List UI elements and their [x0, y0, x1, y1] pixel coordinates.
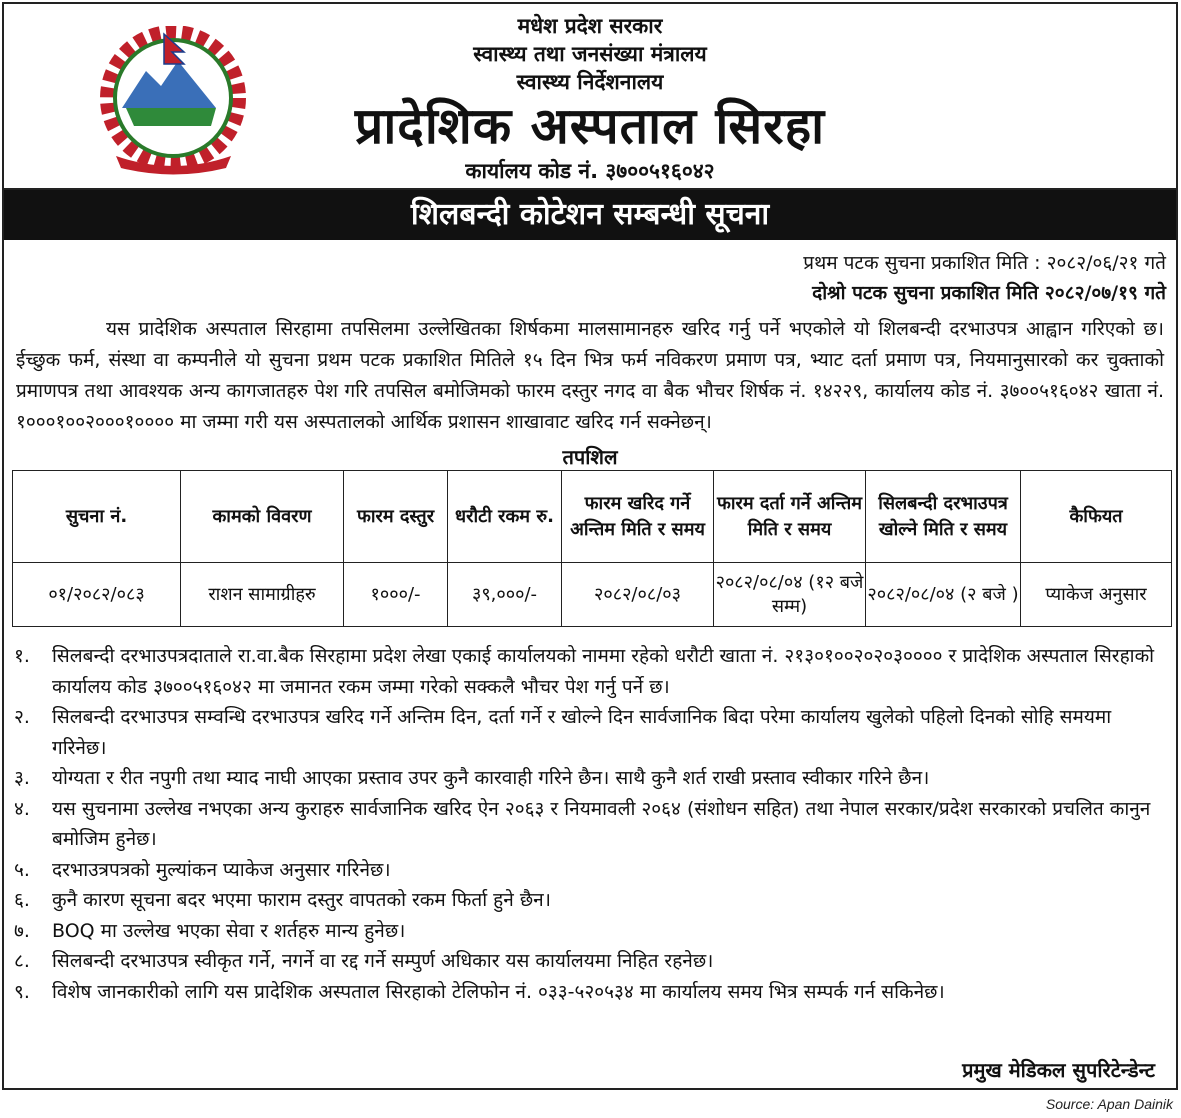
item-number: ८. [14, 950, 30, 972]
col-registration-deadline: फारम दर्ता गर्ने अन्तिम मिति र समय [714, 471, 866, 563]
col-form-fee: फारम दस्तुर [344, 471, 448, 563]
table-header-row [13, 471, 1172, 563]
cell-purchase-deadline: २०८२/०८/०३ [562, 563, 714, 627]
item-number: ७. [14, 919, 30, 942]
cell-remarks: प्याकेज अनुसार [1021, 563, 1172, 627]
cell-opening-date: २०८२/०८/०४ (२ बजे ) [866, 563, 1021, 627]
col-deposit: धरौटी रकम रु. [448, 471, 562, 563]
item-text: सिलबन्दी दरभाउपत्रदाताले रा.वा.बैक सिरहामा प्रदेश लेखा एकाई कार्यालयको नाममा रहेको धरौटी खाता नं. २१३०१००२०२०३०००० र प्रादेशिक अस्पताल सिरहाको कार्यालय कोड ३७००५१६०४२ मा जमानत रकम जम्मा गरेको सक्कलै भौचर पेश गर्नु पर्ने छ। [52, 645, 1155, 698]
cell-deposit: ३९,०००/- [448, 563, 562, 627]
source-credit: Source: Apan Dainik [1045, 1096, 1173, 1112]
item-text: योग्यता र रीत नपुगी तथा म्याद नाघी आएका प्रस्ताव उपर कुनै कारवाही गरिने छैन। साथै कुनै शर्त राखी प्रस्ताव स्वीकार गरिने छैन। [52, 767, 930, 789]
cell-notice-no: ०१/२०८२/०८३ [13, 563, 181, 627]
col-purchase-deadline: फारम खरिद गर्ने अन्तिम मिति र समय [562, 471, 714, 563]
list-item [14, 885, 1164, 916]
list-item [14, 763, 1164, 794]
header [4, 4, 1176, 190]
item-number: ५. [14, 858, 30, 881]
organization-name: प्रादेशिक अस्पताल सिरहा [354, 97, 826, 155]
col-remarks: कैफियत [1021, 471, 1172, 563]
list-item [14, 977, 1164, 1008]
table-caption: तपशिल [562, 445, 618, 469]
first-publication-date: प्रथम पटक सुचना प्रकाशित मिति : २०८२/०६/२१ गते [803, 252, 1166, 274]
item-number: ४. [14, 797, 30, 820]
item-number: ६. [14, 889, 30, 911]
item-number: ३. [14, 767, 30, 789]
item-text: BOQ मा उल्लेख भएका सेवा र शर्तहरु मान्य हुनेछ। [52, 919, 406, 942]
list-item [14, 916, 1164, 947]
cell-form-fee: १०००/- [344, 563, 448, 627]
item-number: ९. [14, 980, 30, 1003]
table-row [13, 563, 1172, 627]
item-text: कुनै कारण सूचना बदर भएमा फाराम दस्तुर वापतको रकम फिर्ता हुने छैन। [52, 889, 551, 911]
cell-description: राशन सामाग्रीहरु [181, 563, 344, 627]
government-name: मधेश प्रदेश सरकार [517, 14, 663, 38]
ministry-name: स्वास्थ्य तथा जनसंख्या मंत्रालय [473, 42, 707, 66]
second-publication-date: दोश्रो पटक सुचना प्रकाशित मिति २०८२/०७/१९ गते [812, 282, 1166, 304]
list-item [14, 855, 1164, 886]
item-number: १. [14, 645, 30, 667]
terms-list [4, 627, 1176, 1007]
item-text: सिलबन्दी दरभाउपत्र स्वीकृत गर्ने, नगर्ने वा रद्द गर्ने सम्पुर्ण अधिकार यस कार्यालयमा निहित रहनेछ। [52, 950, 714, 972]
item-number: २. [14, 706, 30, 728]
item-text: विशेष जानकारीको लागि यस प्रादेशिक अस्पताल सिरहाको टेलिफोन नं. ०३३-५२०५३४ मा कार्यालय समय भित्र सम्पर्क गर्न सकिनेछ। [52, 980, 945, 1003]
cell-registration-deadline: २०८२/०८/०४ (१२ बजे सम्म) [714, 563, 866, 627]
signature-title: प्रमुख मेडिकल सुपरिटेन्डेन्ट [962, 1058, 1155, 1082]
office-code: कार्यालय कोड नं. ३७००५१६०४२ [465, 159, 715, 183]
list-item [14, 794, 1164, 855]
item-text: यस सुचनामा उल्लेख नभएका अन्य कुराहरु सार्वजानिक खरिद ऐन २०६३ र नियमावली २०६४ (संशोधन सहित) तथा नेपाल सरकार/प्रदेश सरकारको प्रचलित कानुन बमोजिम हुनेछ। [52, 797, 1151, 850]
col-description: कामको विवरण [181, 471, 344, 563]
publication-dates [4, 240, 1176, 308]
item-text: सिलबन्दी दरभाउपत्र सम्वन्धि दरभाउपत्र खरिद गर्ने अन्तिम दिन, दर्ता गर्ने र खोल्ने दिन सार्वजानिक बिदा परेमा कार्यालय खुलेको पहिलो दिनको सोहि समयमा गरिनेछ। [52, 706, 1112, 759]
list-item [14, 946, 1164, 977]
col-opening-date: सिलबन्दी दरभाउपत्र खोल्ने मिति र समय [866, 471, 1021, 563]
list-item [14, 702, 1164, 763]
notice-document [2, 2, 1178, 1090]
directorate-name: स्वास्थ्य निर्देशनालय [516, 70, 664, 94]
col-notice-no: सुचना नं. [13, 471, 181, 563]
intro-paragraph: यस प्रादेशिक अस्पताल सिरहामा तपसिलमा उल्लेखितका शिर्षकमा मालसामानहरु खरिद गर्नु पर्ने भएकोले यो शिलबन्दी दरभाउपत्र आह्वान गरिएको छ। ईच्छुक फर्म, संस्था वा कम्पनीले यो सुचना प्रथम पटक प्रकाशित मितिले १५ दिन भित्र फर्म नविकरण प्रमाण पत्र, भ्याट दर्ता प्रमाण पत्र, नियमानुसारको कर चुक्ताको प्रमाणपत्र तथा आवश्यक अन्य कागजातहरु पेश गरि तपसिल बमोजिमको फारम दस्तुर नगद वा बैक भौचर शिर्षक नं. १४२२९, कार्यालय कोड नं. ३७००५१६०४२ खाता नं. १०००१००२०००१०००० मा जम्मा गरी यस अस्पतालको आर्थिक प्रशासन शाखावाट खरिद गर्न सक्नेछन्। [16, 318, 1164, 433]
item-text: दरभाउत्रपत्रको मुल्यांकन प्याकेज अनुसार गरिनेछ। [52, 858, 391, 881]
quotation-table [12, 470, 1172, 627]
list-item [14, 641, 1164, 702]
notice-title: शिलबन्दी कोटेशन सम्बन्धी सूचना [4, 190, 1176, 240]
